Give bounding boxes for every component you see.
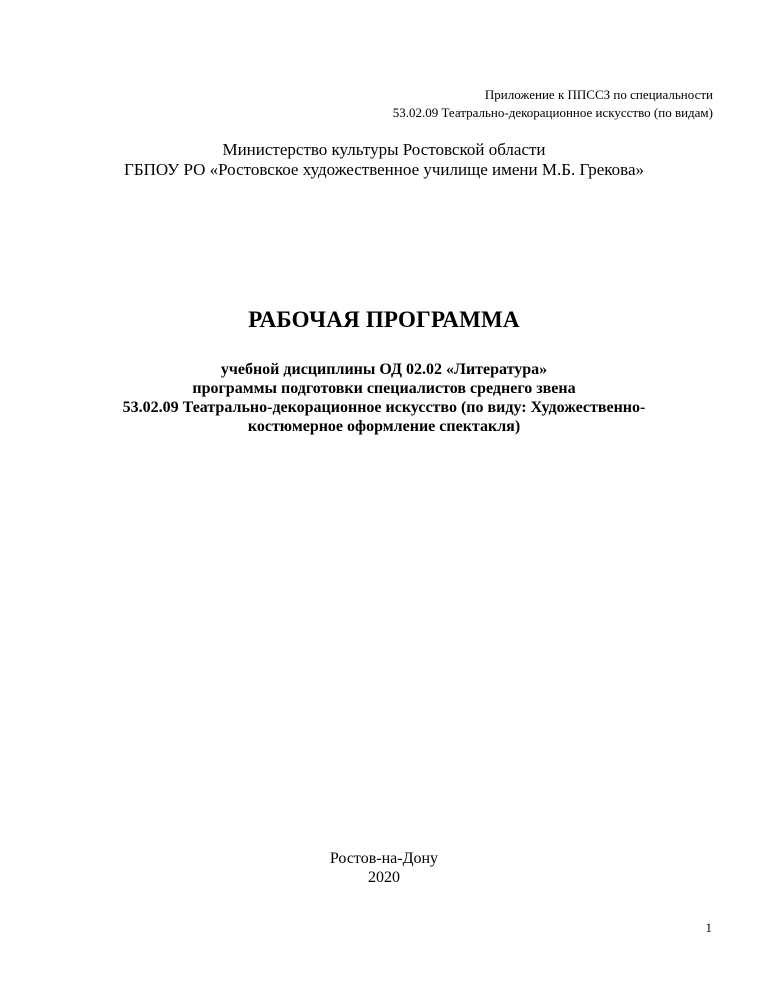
appendix-line-1: Приложение к ППССЗ по специальности — [484, 87, 713, 102]
appendix-line-2: 53.02.09 Театрально-декорационное искусство (по видам) — [392, 105, 713, 120]
ministry-name: Министерство культуры Ростовской области — [222, 140, 546, 159]
place-and-year — [0, 849, 768, 887]
year: 2020 — [368, 869, 400, 886]
appendix-note — [393, 86, 713, 122]
document-title: РАБОЧАЯ ПРОГРАММА — [248, 307, 520, 332]
subtitle-line-3: 53.02.09 Театрально-декорационное искусство (по виду: Художественно- — [122, 399, 646, 416]
subtitle-line-2: программы подготовки специалистов среднего звена — [192, 380, 576, 397]
page-number: 1 — [705, 920, 712, 935]
school-name: ГБПОУ РО «Ростовское художественное училище имени М.Б. Грекова» — [123, 160, 645, 179]
city-name: Ростов-на-Дону — [329, 850, 439, 867]
subtitle-line-1: учебной дисциплины ОД 02.02 «Литература» — [220, 361, 548, 378]
document-subtitle — [0, 360, 768, 436]
subtitle-line-4: костюмерное оформление спектакля) — [247, 418, 521, 435]
organization-header — [0, 140, 768, 180]
